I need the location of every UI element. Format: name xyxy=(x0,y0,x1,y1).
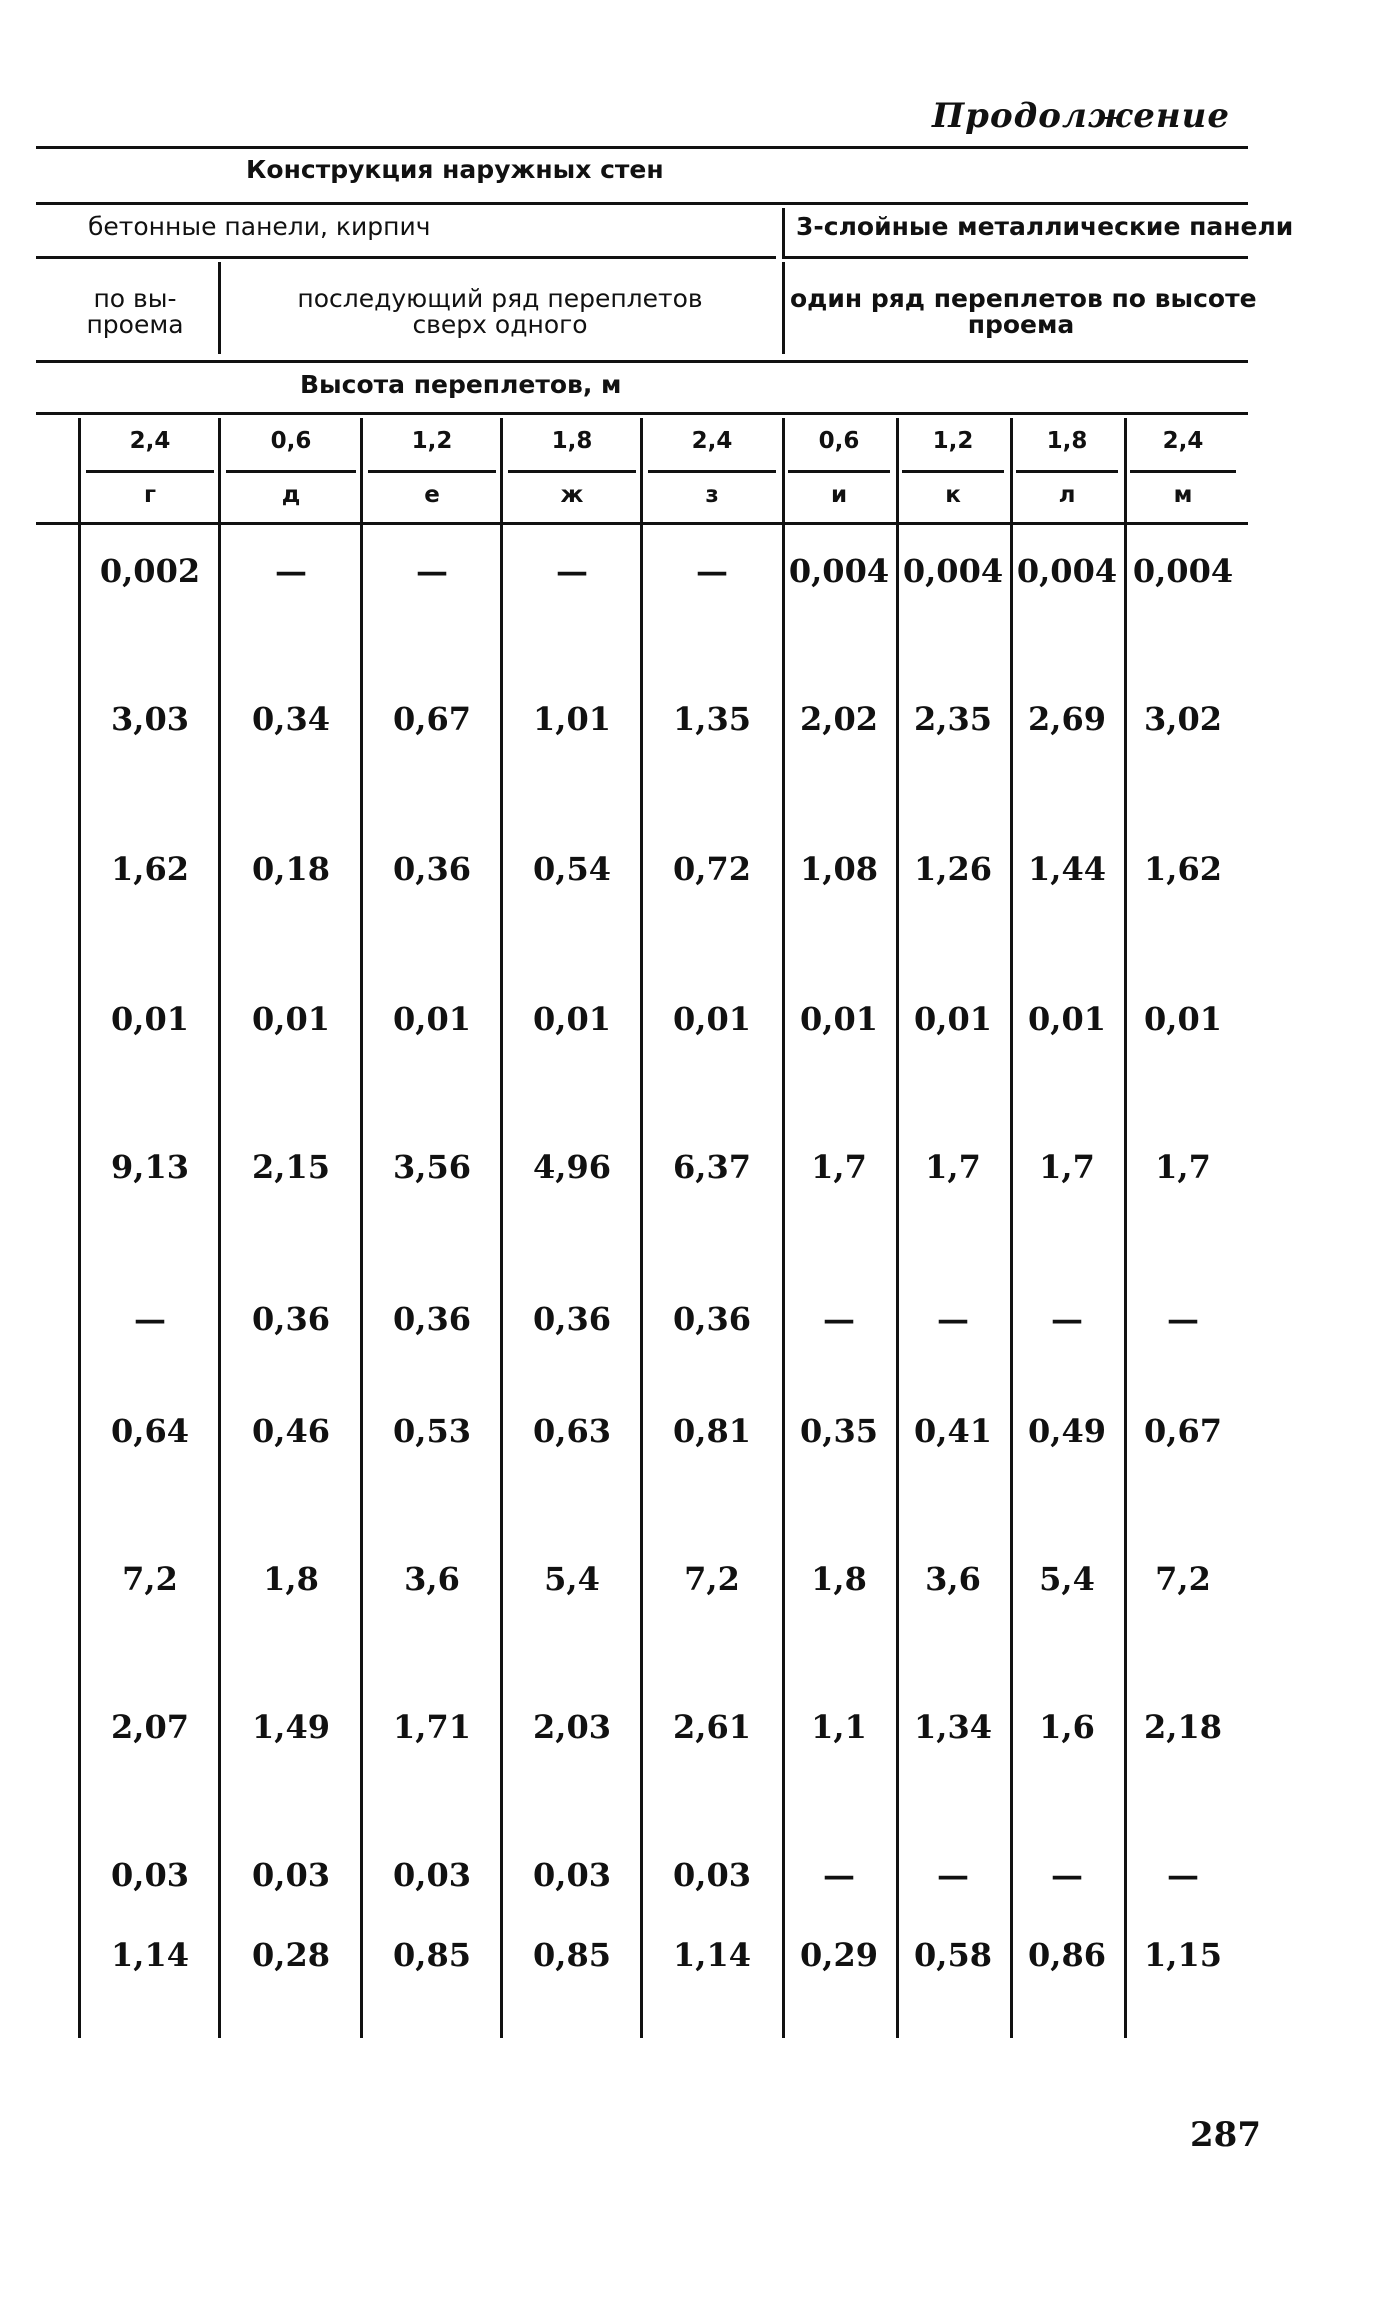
table-cell: 1,71 xyxy=(393,1708,471,1746)
continuation-label: Продолжение xyxy=(932,96,1230,136)
table-cell: 0,18 xyxy=(252,850,330,888)
column-header-rule xyxy=(1016,470,1118,473)
table-cell: 0,03 xyxy=(252,1856,330,1894)
table-cell: 0,03 xyxy=(111,1856,189,1894)
table-cell: 0,01 xyxy=(914,1000,992,1038)
table-cell: 0,72 xyxy=(673,850,751,888)
column-letter: л xyxy=(1058,482,1076,508)
table-cell: 0,03 xyxy=(393,1856,471,1894)
table-cell: 0,34 xyxy=(252,700,330,738)
column-letter: и xyxy=(830,482,848,508)
rule-3b xyxy=(782,256,1248,259)
table-cell: 2,18 xyxy=(1144,1708,1222,1746)
table-cell: 0,35 xyxy=(800,1412,878,1450)
column-letter: ж xyxy=(560,482,584,508)
table-cell: 0,36 xyxy=(533,1300,611,1338)
table-cell: 0,49 xyxy=(1028,1412,1106,1450)
column-divider xyxy=(78,418,81,2038)
column-letter: к xyxy=(945,482,961,508)
sub-divider-1 xyxy=(218,262,221,354)
table-cell: 0,81 xyxy=(673,1412,751,1450)
table-cell: 0,54 xyxy=(533,850,611,888)
table-cell: 0,01 xyxy=(252,1000,330,1038)
column-header-rule xyxy=(368,470,496,473)
table-cell: 2,61 xyxy=(673,1708,751,1746)
header-height-label: Высота переплетов, м xyxy=(300,370,622,399)
table-cell: — xyxy=(275,552,307,590)
column-height: 1,8 xyxy=(551,428,593,454)
header-construction: Конструкция наружных стен xyxy=(246,155,664,184)
column-header-rule xyxy=(86,470,214,473)
column-divider xyxy=(360,418,363,2038)
table-cell: 2,07 xyxy=(111,1708,189,1746)
header-group-concrete: бетонные панели, кирпич xyxy=(88,212,431,241)
table-cell: 1,7 xyxy=(811,1148,867,1186)
table-cell: 1,7 xyxy=(1039,1148,1095,1186)
rule-header-bottom xyxy=(36,522,1248,525)
table-cell: 2,35 xyxy=(914,700,992,738)
header-first-opening: по вы- проема xyxy=(86,284,184,339)
group-divider xyxy=(782,208,785,258)
column-letter: м xyxy=(1173,482,1193,508)
table-cell: 1,34 xyxy=(914,1708,992,1746)
table-cell: — xyxy=(823,1300,855,1338)
column-height: 0,6 xyxy=(270,428,312,454)
table-cell: 0,58 xyxy=(914,1936,992,1974)
table-cell: 0,86 xyxy=(1028,1936,1106,1974)
table-cell: — xyxy=(823,1856,855,1894)
table-cell: 1,08 xyxy=(800,850,878,888)
page-number: 287 xyxy=(1190,2115,1261,2155)
table-cell: 0,29 xyxy=(800,1936,878,1974)
table-cell: 0,28 xyxy=(252,1936,330,1974)
table-cell: 1,49 xyxy=(252,1708,330,1746)
rule-top xyxy=(36,146,1248,149)
column-divider xyxy=(640,418,643,2038)
table-cell: 0,01 xyxy=(1028,1000,1106,1038)
table-cell: — xyxy=(1167,1300,1199,1338)
table-cell: 0,85 xyxy=(533,1936,611,1974)
table-cell: 3,02 xyxy=(1144,700,1222,738)
table-cell: — xyxy=(556,552,588,590)
table-cell: 0,004 xyxy=(902,552,1004,590)
table-cell: 0,36 xyxy=(393,850,471,888)
rule-2 xyxy=(36,202,1248,205)
column-height: 0,6 xyxy=(818,428,860,454)
table-cell: 0,85 xyxy=(393,1936,471,1974)
table-cell: 0,36 xyxy=(673,1300,751,1338)
column-header-rule xyxy=(1130,470,1236,473)
table-cell: 7,2 xyxy=(684,1560,740,1598)
table-cell: 1,62 xyxy=(1144,850,1222,888)
table-cell: 1,8 xyxy=(811,1560,867,1598)
table-cell: 1,62 xyxy=(111,850,189,888)
table-cell: 3,56 xyxy=(393,1148,471,1186)
header-subsequent: последующий ряд переплетов сверх одного xyxy=(297,284,703,339)
column-divider xyxy=(218,418,221,2038)
column-divider xyxy=(1124,418,1127,2038)
table-cell: 1,14 xyxy=(111,1936,189,1974)
column-header-rule xyxy=(508,470,636,473)
column-letter: г xyxy=(143,482,157,508)
table-cell: 5,4 xyxy=(544,1560,600,1598)
header-group-metal: 3-слойные металлические панели xyxy=(796,212,1294,241)
table-cell: 1,01 xyxy=(533,700,611,738)
table-cell: 1,6 xyxy=(1039,1708,1095,1746)
table-cell: 0,01 xyxy=(111,1000,189,1038)
table-cell: 7,2 xyxy=(1155,1560,1211,1598)
column-letter: д xyxy=(281,482,301,508)
column-header-rule xyxy=(788,470,890,473)
table-cell: 0,004 xyxy=(788,552,890,590)
column-height: 2,4 xyxy=(1162,428,1204,454)
table-cell: 1,35 xyxy=(673,700,751,738)
table-cell: 5,4 xyxy=(1039,1560,1095,1598)
table-cell: 1,14 xyxy=(673,1936,751,1974)
column-letter: з xyxy=(705,482,719,508)
rule-4 xyxy=(36,360,1248,363)
table-cell: 3,6 xyxy=(925,1560,981,1598)
table-cell: 0,36 xyxy=(252,1300,330,1338)
table-cell: 2,15 xyxy=(252,1148,330,1186)
table-cell: 1,7 xyxy=(925,1148,981,1186)
table-cell: — xyxy=(416,552,448,590)
table-cell: 0,01 xyxy=(393,1000,471,1038)
table-cell: — xyxy=(696,552,728,590)
header-metal-row: один ряд переплетов по высоте проема xyxy=(790,284,1257,339)
table-cell: 0,64 xyxy=(111,1412,189,1450)
table-cell: 0,67 xyxy=(1144,1412,1222,1450)
table-cell: 9,13 xyxy=(111,1148,189,1186)
table-cell: 0,002 xyxy=(99,552,201,590)
table-cell: 0,01 xyxy=(1144,1000,1222,1038)
table-cell: 0,03 xyxy=(533,1856,611,1894)
table-cell: 7,2 xyxy=(122,1560,178,1598)
column-height: 2,4 xyxy=(691,428,733,454)
table-cell: — xyxy=(1167,1856,1199,1894)
column-header-rule xyxy=(902,470,1004,473)
table-cell: 1,15 xyxy=(1144,1936,1222,1974)
table-cell: 1,8 xyxy=(263,1560,319,1598)
table-cell: 3,6 xyxy=(404,1560,460,1598)
table-cell: 1,26 xyxy=(914,850,992,888)
column-header-rule xyxy=(226,470,356,473)
table-cell: 0,63 xyxy=(533,1412,611,1450)
column-divider xyxy=(500,418,503,2038)
table-cell: — xyxy=(134,1300,166,1338)
sub-divider-2 xyxy=(782,262,785,354)
table-cell: 1,7 xyxy=(1155,1148,1211,1186)
table-cell: 0,46 xyxy=(252,1412,330,1450)
rule-3a xyxy=(36,256,776,259)
table-cell: 0,004 xyxy=(1132,552,1234,590)
table-cell: 4,96 xyxy=(533,1148,611,1186)
table-cell: 2,03 xyxy=(533,1708,611,1746)
table-cell: 0,53 xyxy=(393,1412,471,1450)
table-cell: — xyxy=(937,1300,969,1338)
table-cell: 1,44 xyxy=(1028,850,1106,888)
table-cell: 0,01 xyxy=(533,1000,611,1038)
column-letter: е xyxy=(424,482,440,508)
column-height: 2,4 xyxy=(129,428,171,454)
table-cell: 1,1 xyxy=(811,1708,867,1746)
column-height: 1,8 xyxy=(1046,428,1088,454)
column-divider xyxy=(1010,418,1013,2038)
table-cell: 2,69 xyxy=(1028,700,1106,738)
column-divider xyxy=(896,418,899,2038)
table-cell: 6,37 xyxy=(673,1148,751,1186)
table-cell: 0,41 xyxy=(914,1412,992,1450)
table-cell: 3,03 xyxy=(111,700,189,738)
table-cell: 0,36 xyxy=(393,1300,471,1338)
table-cell: — xyxy=(937,1856,969,1894)
table-cell: 0,67 xyxy=(393,700,471,738)
column-divider xyxy=(782,418,785,2038)
rule-5 xyxy=(36,412,1248,415)
table-cell: 0,03 xyxy=(673,1856,751,1894)
column-header-rule xyxy=(648,470,776,473)
table-cell: 0,01 xyxy=(800,1000,878,1038)
table-cell: 2,02 xyxy=(800,700,878,738)
table-cell: 0,01 xyxy=(673,1000,751,1038)
column-height: 1,2 xyxy=(411,428,453,454)
column-height: 1,2 xyxy=(932,428,974,454)
table-cell: 0,004 xyxy=(1016,552,1118,590)
table-cell: — xyxy=(1051,1300,1083,1338)
table-cell: — xyxy=(1051,1856,1083,1894)
